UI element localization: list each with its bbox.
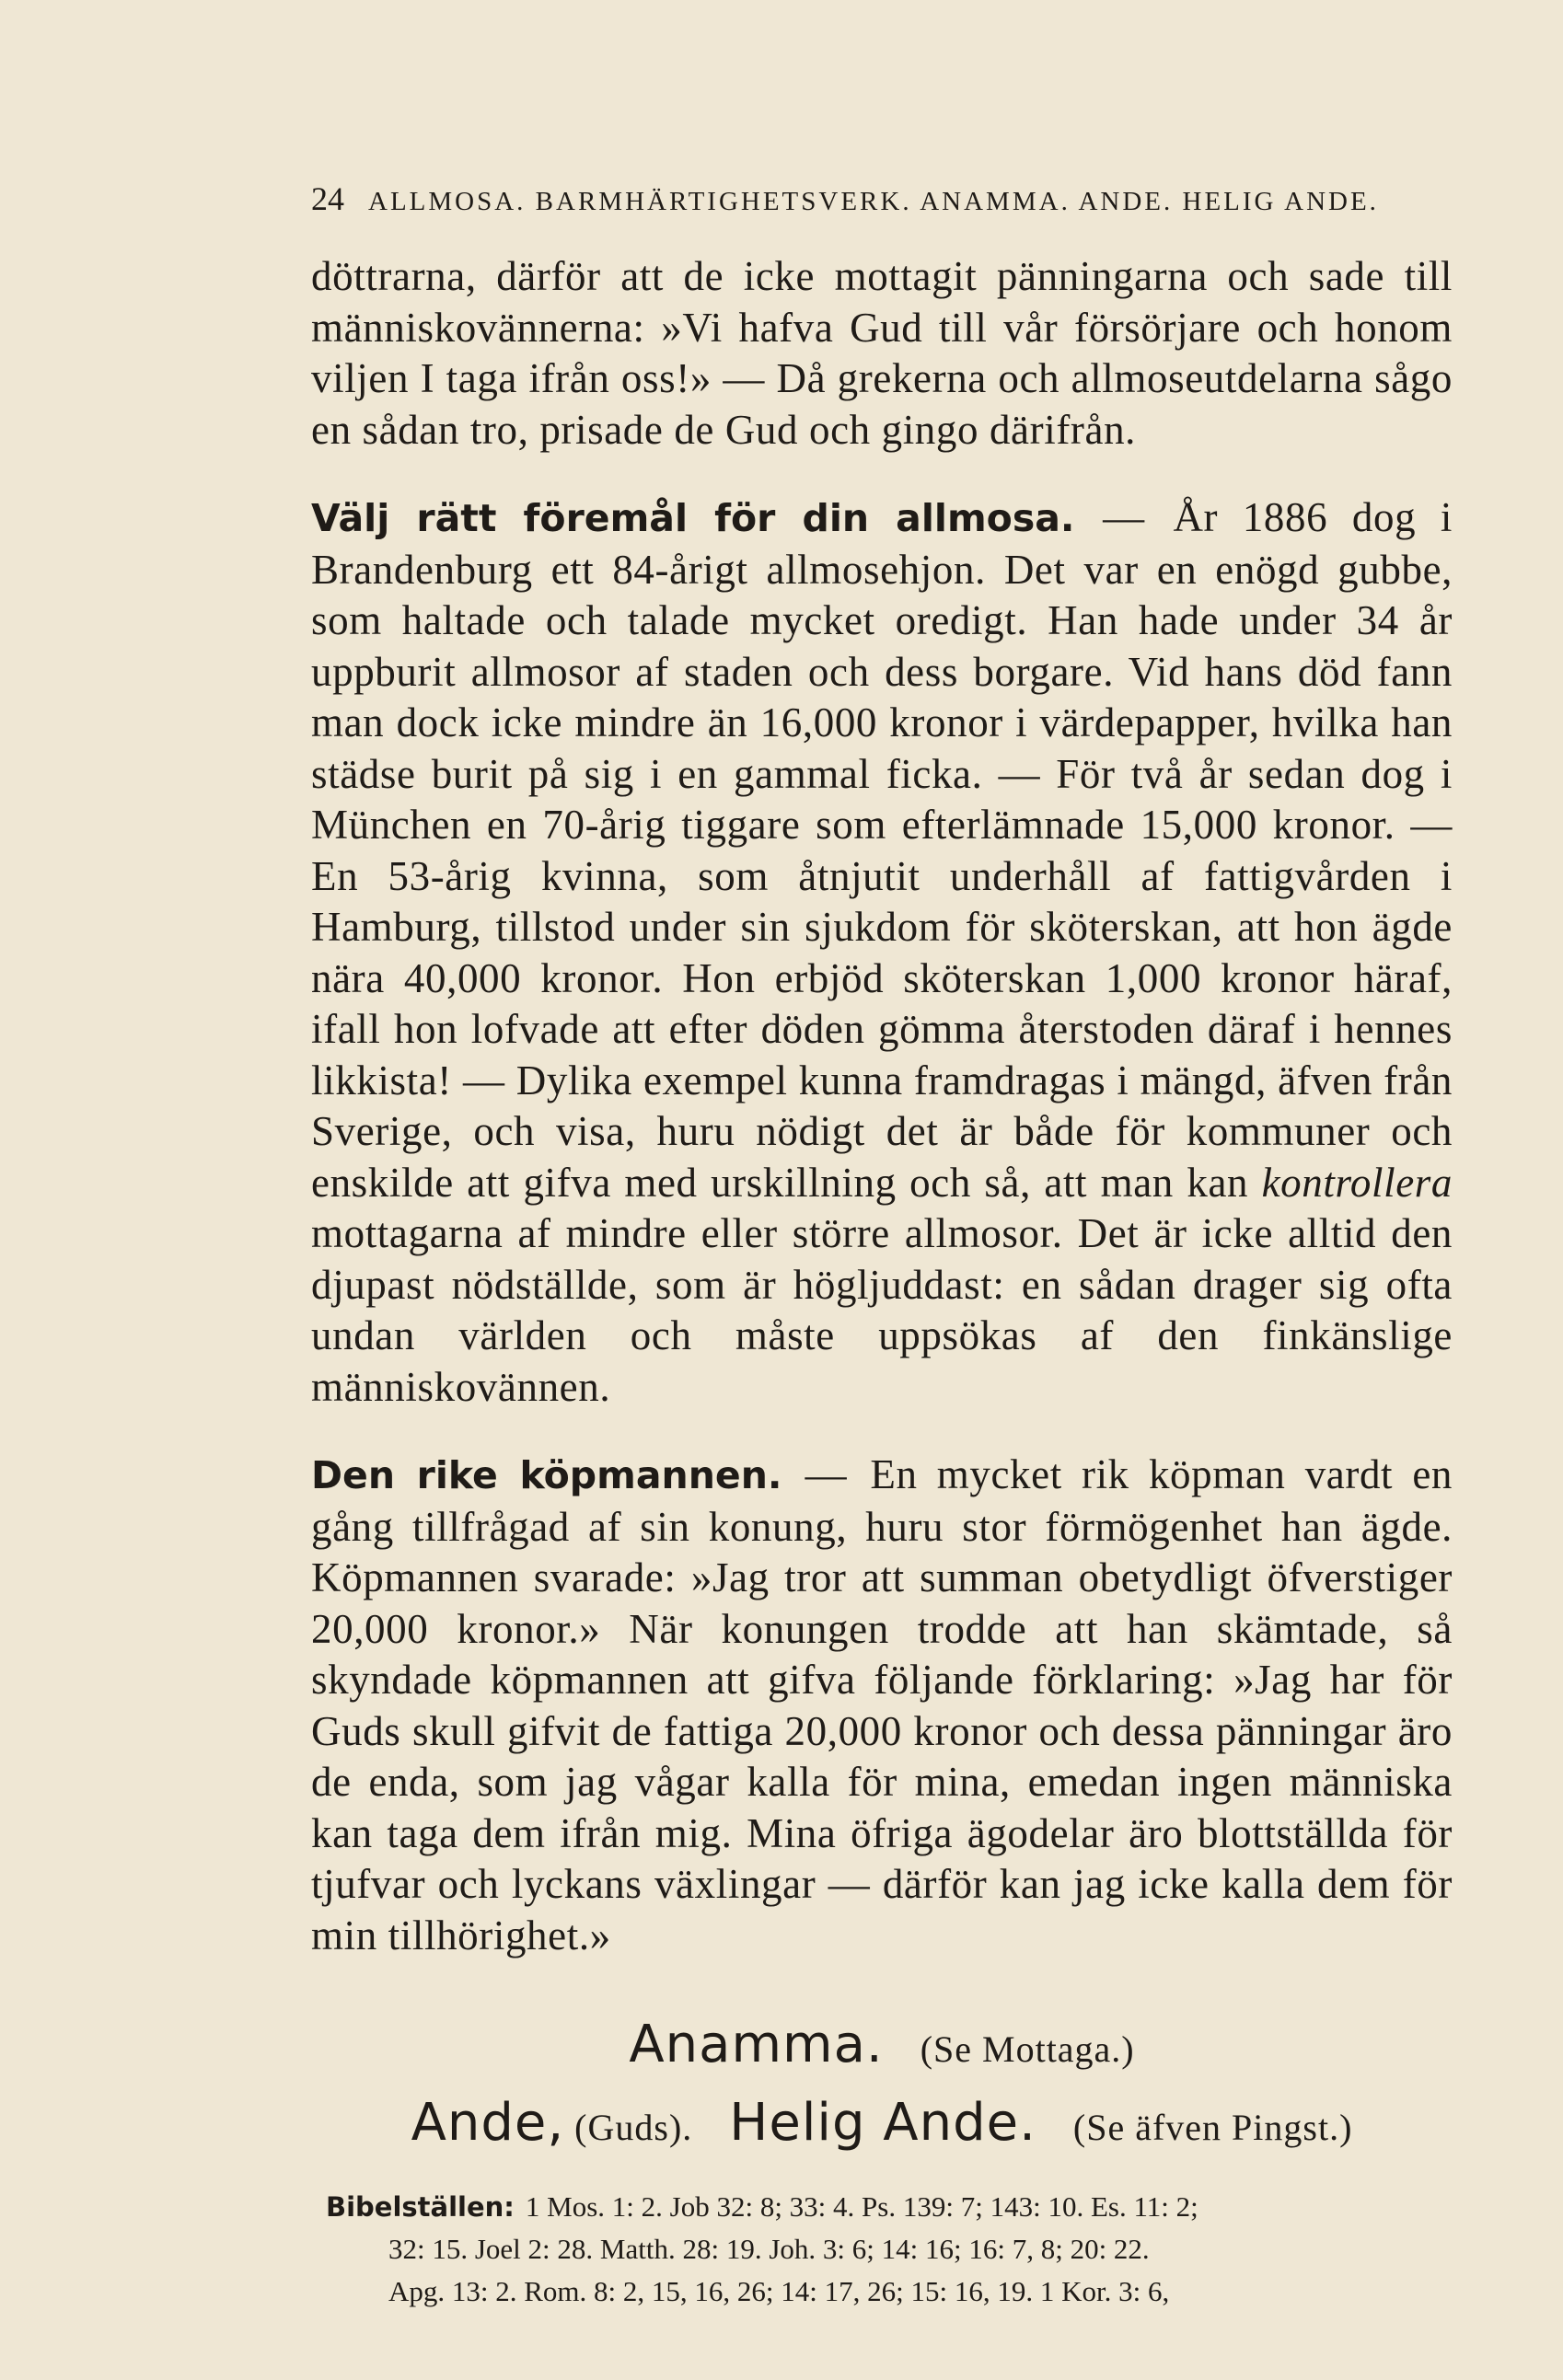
paragraph-text: En mycket rik köpman vardt en gång tillfrågad af sin konung, huru stor förmögenhet han ägde. Köpmannen svarade: »Jag tror att summan obetydligt öfverstiger 20,000 kronor.» När konungen trodde att han skämtade, så skyndade köpmannen att gifva följande förklaring: »Jag har för Guds skull gifvit de fattiga 20,000 kronor och dessa pänningar äro de enda, som jag vågar kalla för mina, emedan ingen människa kan taga dem ifrån mig. Mina öfriga ägodelar äro blottställda för tjufvar och lyckans växlingar — därför kan jag icke kalla dem för min tillhörighet.» — [311, 1451, 1453, 1958]
references-label: Bibelställen: — [326, 2191, 515, 2223]
paragraph-text-continued: mottagarna af mindre eller större allmosor. Det är icke alltid den djupast nödställde, som är högljuddast: en sådan drager sig ofta undan världen och måste uppsökas af den finkänslige människovännen. — [311, 1210, 1453, 1410]
book-page — [311, 179, 1453, 2313]
emphasized-word: kontrollera — [1261, 1159, 1453, 1206]
reference-text: Apg. 13: 2. Rom. 8: 2, 15, 16, 26; 14: 17, 26; 15: 16, 19. 1 Kor. 3: 6, — [388, 2275, 1170, 2307]
paragraph-allmosa: Välj rätt föremål för din allmosa. — År 1886 dog i Brandenburg ett 84-årigt allmosehjon. Det var en enögd gubbe, som haltade och talade mycket oredigt. Han hade under 34 år uppburit allmosor af staden och dess borgare. Vid hans död fann man dock icke mindre än 16,000 kronor i värdepapper, hvilka han städse burit på sig i en gammal ficka. — För två år sedan dog i München en 70-årig tiggare som efterlämnade 15,000 kronor. — En 53-årig kvinna, som åtnjutit underhåll af fattigvården i Hamburg, tillstod under sin sjukdom för sköterskan, att hon ägde nära 40,000 kronor. Hon erbjöd sköterskan 1,000 kronor häraf, ifall hon lofvade att efter döden gömma återstoden däraf i hennes likkista! — Dylika exempel kunna framdragas i mängd, äfven från Sverige, och visa, huru nödigt det är både för kommuner och enskilde att gifva med urskillning och så, att man kan kontrollera mottagarna af mindre eller större allmosor. Det är icke alltid den djupast nödställde, som är högljuddast: en sådan drager sig ofta undan världen och måste uppsökas af den finkänslige människovännen. — [311, 494, 1453, 1410]
running-title: ALLMOSA. BARMHÄRTIGHETSVERK. ANAMMA. ANDE. HELIG ANDE. — [368, 187, 1379, 216]
heading-suffix: (Guds). — [574, 2107, 693, 2148]
paragraph-lead-heading: Välj rätt föremål för din allmosa. — [311, 496, 1075, 540]
reference-line — [311, 2270, 1453, 2313]
paragraph-lead-heading: Den rike köpmannen. — [311, 1453, 782, 1497]
paragraph-text: År 1886 dog i Brandenburg ett 84-årigt allmosehjon. Det var en enögd gubbe, som haltade och talade mycket oredigt. Han hade under 34 år uppburit allmosor af staden och dess borgare. Vid hans död fann man dock icke mindre än 16,000 kronor i värdepapper, hvilka han städse burit på sig i en gammal ficka. — För två år sedan dog i München en 70-årig tiggare som efterlämnade 15,000 kronor. — En 53-årig kvinna, som åtnjutit underhåll af fattigvården i Hamburg, tillstod under sin sjukdom för sköterskan, att hon ägde nära 40,000 kronor. Hon erbjöd sköterskan 1,000 kronor häraf, ifall hon lofvade att efter döden gömma återstoden däraf i hennes likkista! — Dylika exempel kunna framdragas i mängd, äfven från Sverige, och visa, huru nödigt det är både för kommuner och enskilde att gifva med urskillning och så, att man kan — [311, 494, 1453, 1206]
reference-line — [311, 2228, 1453, 2270]
running-header — [311, 179, 1453, 218]
paragraph-kopmannen: Den rike köpmannen. — En mycket rik köpman vardt en gång tillfrågad af sin konung, huru stor förmögenhet han ägde. Köpmannen svarade: »Jag tror att summan obetydligt öfverstiger 20,000 kronor.» När konungen trodde att han skämtade, så skyndade köpmannen att gifva följande förklaring: »Jag har för Guds skull gifvit de fattiga 20,000 kronor och dessa pänningar äro de enda, som jag vågar kalla för mina, emedan ingen människa kan taga dem ifrån mig. Mina öfriga ägodelar äro blottställda för tjufvar och lyckans växlingar — därför kan jag icke kalla dem för min tillhörighet.» — [311, 1451, 1453, 1958]
paragraph-text: döttrarna, därför att de icke mottagit pänningarna och sade till människovännerna: »Vi hafva Gud till vår försörjare och honom viljen I taga ifrån oss!» — Då grekerna och allmoseutdelarna sågo en sådan tro, prisade de Gud och gingo därifrån. — [311, 253, 1453, 453]
heading-ande — [311, 2093, 1453, 2153]
bible-references — [311, 2186, 1453, 2313]
heading-word-2: Helig Ande. — [729, 2093, 1036, 2153]
heading-note: (Se Mottaga.) — [920, 2028, 1135, 2070]
heading-note: (Se äfven Pingst.) — [1072, 2107, 1353, 2148]
reference-line — [311, 2186, 1453, 2228]
heading-anamma — [311, 2015, 1453, 2074]
reference-text: 1 Mos. 1: 2. Job 32: 8; 33: 4. Ps. 139: 7; 143: 10. Es. 11: 2; — [525, 2190, 1198, 2223]
heading-word: Ande, — [411, 2093, 565, 2153]
paragraph-continuation — [311, 251, 1453, 456]
heading-word: Anamma. — [629, 2015, 884, 2074]
reference-text: 32: 15. Joel 2: 28. Matth. 28: 19. Joh. 3: 6; 14: 16; 16: 7, 8; 20: 22. — [388, 2233, 1150, 2265]
page-number: 24 — [311, 180, 344, 217]
